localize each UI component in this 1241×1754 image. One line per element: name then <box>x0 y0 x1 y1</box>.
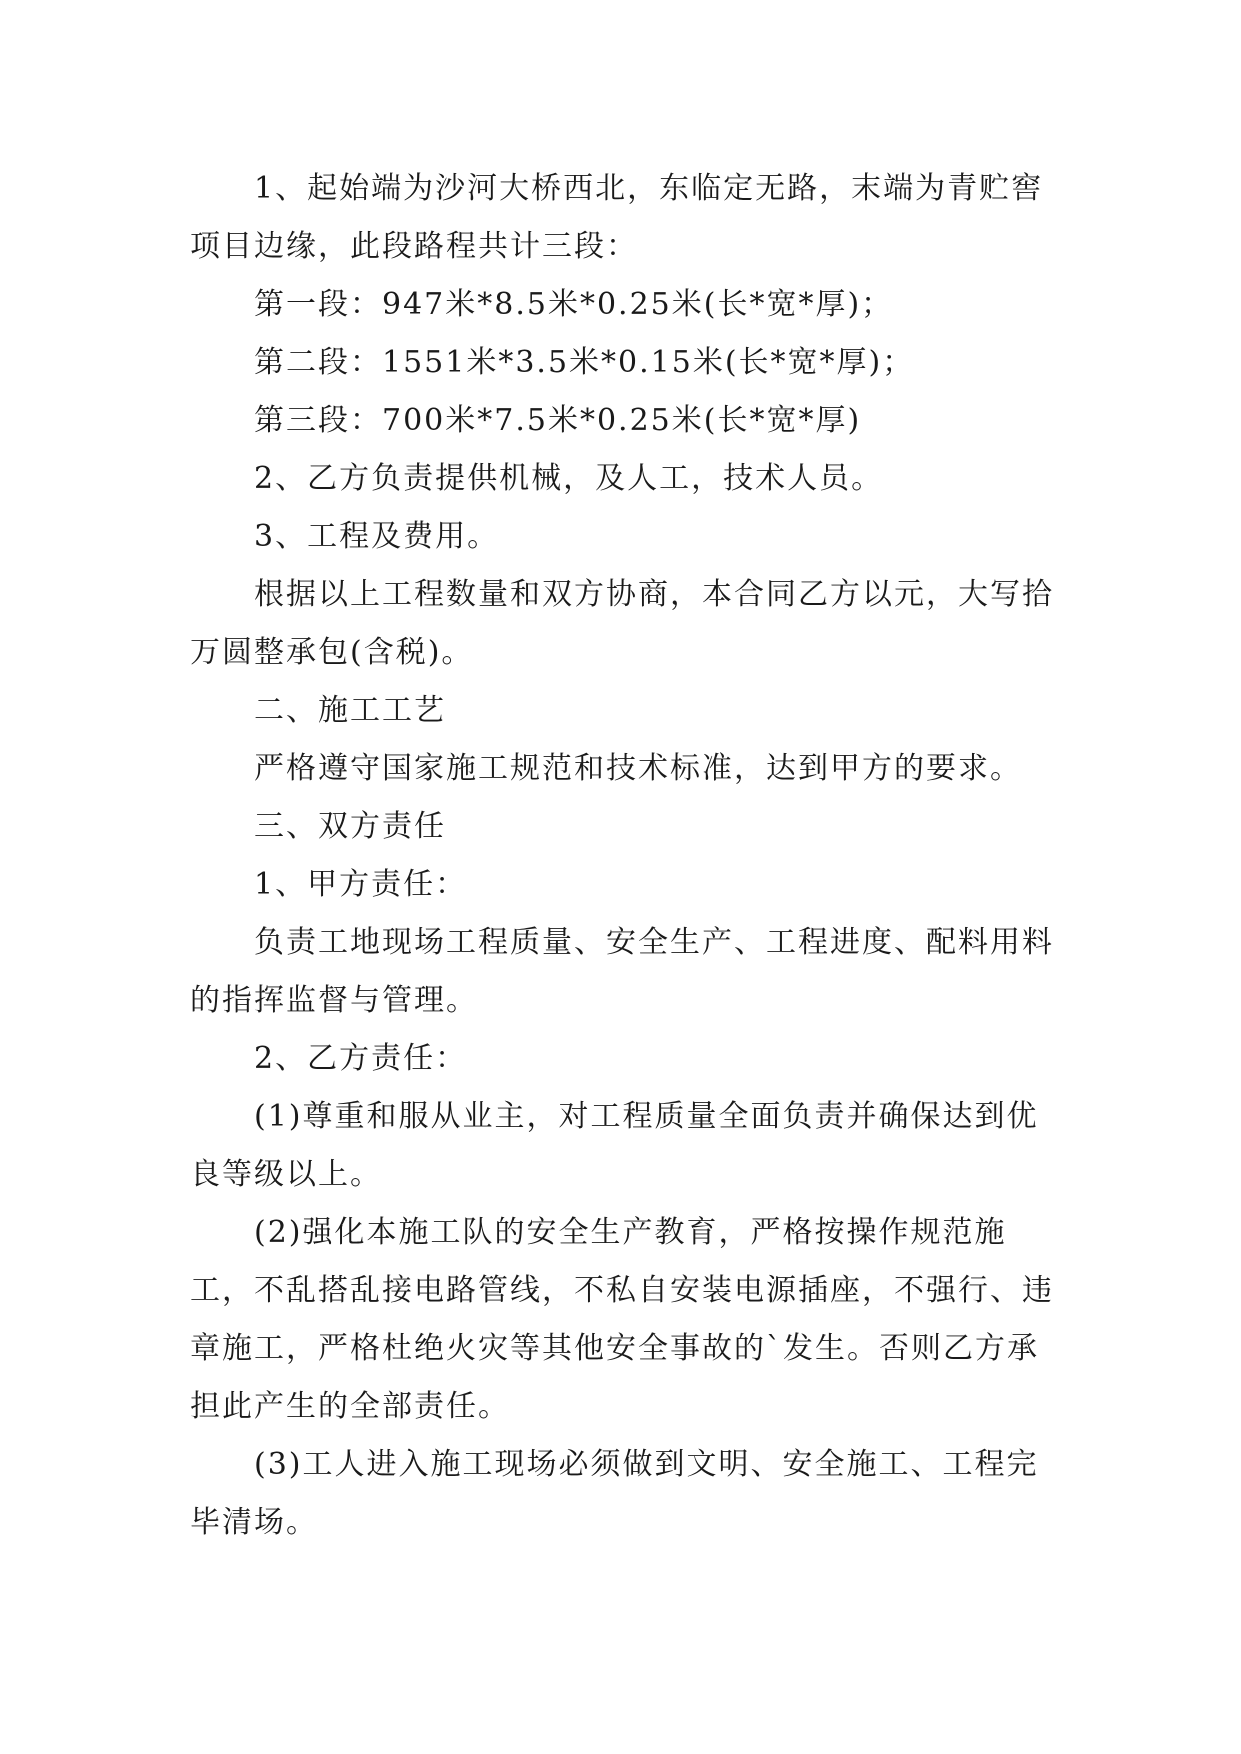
paragraph-segment-3: 第三段：700米*7.5米*0.25米(长*宽*厚) <box>254 403 862 438</box>
paragraph-party-b-supply: 2、乙方负责提供机械，及人工，技术人员。 <box>254 461 884 496</box>
paragraph-construction-standards: 严格遵守国家施工规范和技术标准，达到甲方的要求。 <box>254 751 1022 786</box>
paragraph-party-b-item-1: (1)尊重和服从业主，对工程质量全面负责并确保达到优良等级以上。 <box>190 1099 1039 1192</box>
paragraph-segment-1: 第一段：947米*8.5米*0.25米(长*宽*厚)； <box>254 287 894 322</box>
section-heading-responsibilities: 三、双方责任 <box>254 809 446 844</box>
paragraph-cost-detail: 根据以上工程数量和双方协商，本合同乙方以元，大写拾万圆整承包(含税)。 <box>190 577 1054 670</box>
paragraph-party-a-detail: 负责工地现场工程质量、安全生产、工程进度、配料用料的指挥监督与管理。 <box>190 925 1054 1018</box>
paragraph-cost-heading: 3、工程及费用。 <box>254 519 500 554</box>
paragraph-segment-2: 第二段：1551米*3.5米*0.15米(长*宽*厚)； <box>254 345 915 380</box>
paragraph-party-b-item-2: (2)强化本施工队的安全生产教育，严格按操作规范施工，不乱搭乱接电路管线，不私自安装电源插座，不强行、违章施工，严格杜绝火灾等其他安全事故的`发生。否则乙方承担此产生的全部责任。 <box>190 1215 1054 1424</box>
document-body <box>190 160 1070 1552</box>
paragraph-party-b-heading: 2、乙方责任： <box>254 1041 468 1076</box>
paragraph-party-b-item-3: (3)工人进入施工现场必须做到文明、安全施工、工程完毕清场。 <box>190 1447 1039 1540</box>
section-heading-construction-process: 二、施工工艺 <box>254 693 446 728</box>
paragraph-segment-intro: 1、起始端为沙河大桥西北，东临定无路，末端为青贮窖项目边缘，此段路程共计三段： <box>190 171 1044 264</box>
paragraph-party-a-heading: 1、甲方责任： <box>254 867 468 902</box>
